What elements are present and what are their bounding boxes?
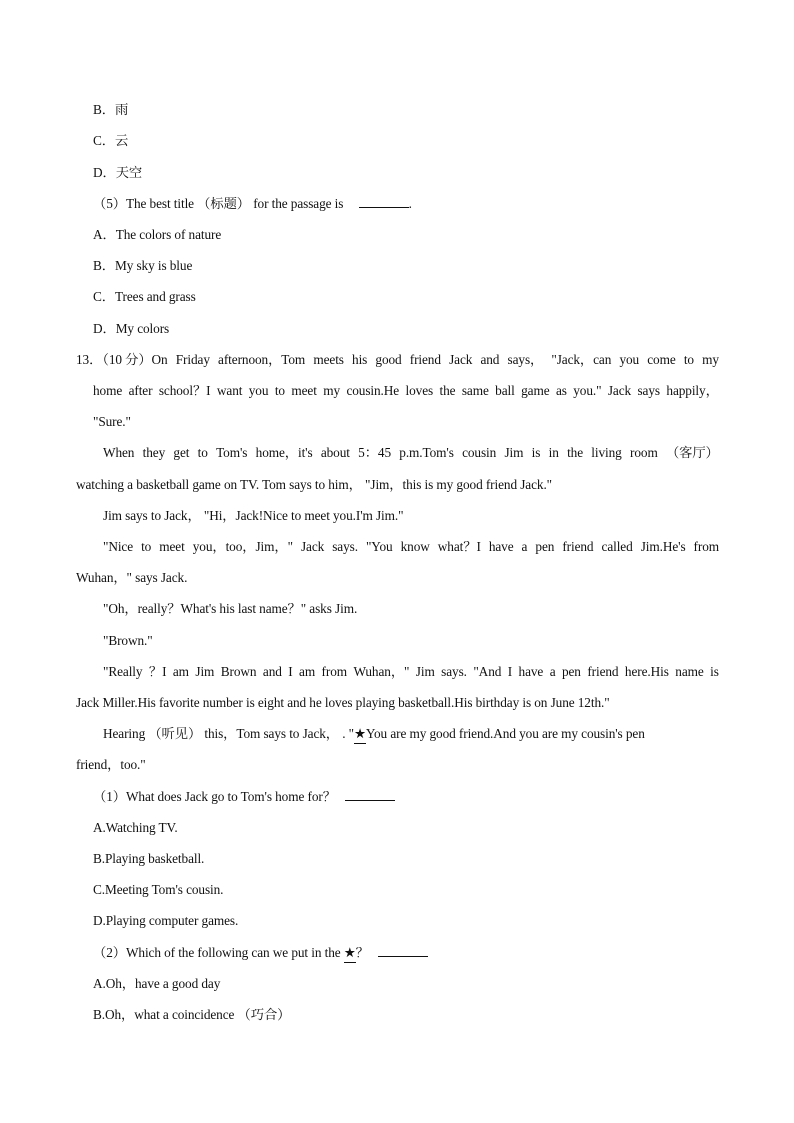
word: from [321,664,347,679]
word: home [93,383,123,398]
q13-intro-line3: "Sure." [93,414,131,429]
word: room [630,445,658,460]
q13-p7-line1 [103,663,719,681]
q12-sub5-option-a: A．The colors of nature [93,227,222,242]
word: I [507,664,513,679]
word: from [693,539,719,554]
q13-p4-line2: Wuhan，" says Jack. [76,570,188,585]
word: "Really [103,664,143,679]
word: good [375,352,402,367]
word: 13．（10 分）On [76,352,168,367]
word: a [549,664,556,679]
word: 5：45 [358,445,391,460]
word: happily， [666,383,719,398]
word: Jim [195,664,215,679]
q12-sub5-stem [93,195,412,213]
word: what？I [437,539,481,554]
word: my [323,383,341,398]
word: you [248,383,269,398]
word: Jim [504,445,524,460]
q13-p2-line1 [103,444,719,462]
word: When [103,445,135,460]
word: and [480,352,500,367]
word: name [675,664,704,679]
word: same [461,383,489,398]
word: have [518,664,544,679]
q13-p6: "Brown." [103,633,153,648]
word: called [601,539,633,554]
q12-sub5-stem-text: （5）The best title （标题） for the passage is [93,196,344,211]
word: Wuhan，" [353,664,410,679]
word: a [521,539,528,554]
word: Jack [607,383,632,398]
q13-sub1-stem-text: （1）What does Jack go to Tom's home for？ [93,789,336,804]
word: to [274,383,285,398]
word: his [352,352,368,367]
word: here.His [624,664,669,679]
word: cousin.He [346,383,400,398]
q13-p8-pre: Hearing （听见） this，Tom says to Jack， . " [103,726,354,741]
word: game [521,383,550,398]
word: Jack [300,539,325,554]
word: meet [291,383,317,398]
q13-sub1-option-c: C.Meeting Tom's cousin. [93,882,224,897]
word: says， [507,352,544,367]
word: cousin [462,445,497,460]
word: says. [441,664,467,679]
q12-sub5-option-c: C．Trees and grass [93,289,196,304]
word: "You [365,539,393,554]
q13-sub1-option-b: B.Playing basketball. [93,851,205,866]
word: as [555,383,567,398]
word: afternoon，Tom [218,352,306,367]
word: "And [473,664,502,679]
word: says [637,383,660,398]
word: living [591,445,622,460]
word: loves [405,383,434,398]
answer-blank [378,944,428,957]
word: （客厅） [665,445,719,460]
word: have [488,539,514,554]
word: Brown [220,664,257,679]
q13-intro-line2 [93,382,719,400]
word: my [702,352,719,367]
word: the [439,383,456,398]
word: you." [573,383,602,398]
q12-option-b: B．雨 [93,102,129,117]
word: home，it's [255,445,313,460]
word: Friday [175,352,210,367]
answer-blank [359,195,409,208]
word: pen [535,539,555,554]
q13-p4-line1 [103,538,719,556]
star-blank: ★ [354,725,366,744]
q13-p8-line1 [103,725,645,744]
word: ？I [148,664,167,679]
word: I [288,664,293,679]
q13-sub2-stem [93,944,428,963]
q12-option-d: D．天空 [93,165,143,180]
word: in [548,445,559,460]
word: to [683,352,694,367]
answer-blank [345,788,395,801]
q13-intro-line1 [76,351,719,369]
q12-sub5-option-d: D．My colors [93,321,170,336]
word: come [647,352,676,367]
word: Jim [415,664,435,679]
word: is [710,664,719,679]
word: want [216,383,243,398]
word: to [141,539,152,554]
q13-p5: "Oh，really？What's his last name？" asks Jim. [103,601,358,616]
word: the [567,445,584,460]
q13-sub2-stem-post: ？ [355,945,369,960]
star-mark: ★ [344,944,356,963]
q12-sub5-stem-end: . [408,196,412,211]
q13-p3: Jim says to Jack， "Hi，Jack!Nice to meet you.I'm Jim." [103,508,404,523]
word: and [262,664,282,679]
word: meet [159,539,185,554]
word: is [531,445,541,460]
q13-sub2-option-a: A.Oh，have a good day [93,976,221,991]
word: friend [587,664,619,679]
word: p.m.Tom's [399,445,454,460]
word: school？I [158,383,211,398]
word: Tom's [216,445,248,460]
word: meets [313,352,344,367]
word: am [172,664,189,679]
word: "Jack，can [551,352,612,367]
q13-sub1-stem [93,788,395,806]
word: Jim.He's [640,539,686,554]
word: am [299,664,316,679]
word: after [128,383,153,398]
word: Jack [449,352,473,367]
word: get [173,445,190,460]
q12-sub5-option-b: B．My sky is blue [93,258,193,273]
word: friend [409,352,441,367]
q13-p2-line2: watching a basketball game on TV. Tom says to him， "Jim，this is my good friend Jack." [76,477,552,492]
word: about [320,445,350,460]
q13-p8-post: You are my good friend.And you are my cousin's pen [365,726,645,741]
word: to [197,445,208,460]
word: they [142,445,166,460]
q13-p8-line2: friend，too." [76,757,146,772]
word: ball [495,383,515,398]
word: know [400,539,430,554]
q13-sub2-stem-text: （2）Which of the following can we put in the [93,945,341,960]
word: you [619,352,640,367]
q13-sub1-option-d: D.Playing computer games. [93,913,239,928]
word: "Nice [103,539,134,554]
q13-sub1-option-a: A.Watching TV. [93,820,178,835]
word: you，too，Jim，" [192,539,293,554]
word: pen [561,664,581,679]
word: says. [332,539,358,554]
q13-p7-line2: Jack Miller.His favorite number is eight and he loves playing basketball.His birthday is on June 12th." [76,695,610,710]
word: friend [562,539,594,554]
q12-option-c: C．云 [93,133,129,148]
q13-sub2-option-b: B.Oh，what a coincidence （巧合） [93,1007,291,1022]
